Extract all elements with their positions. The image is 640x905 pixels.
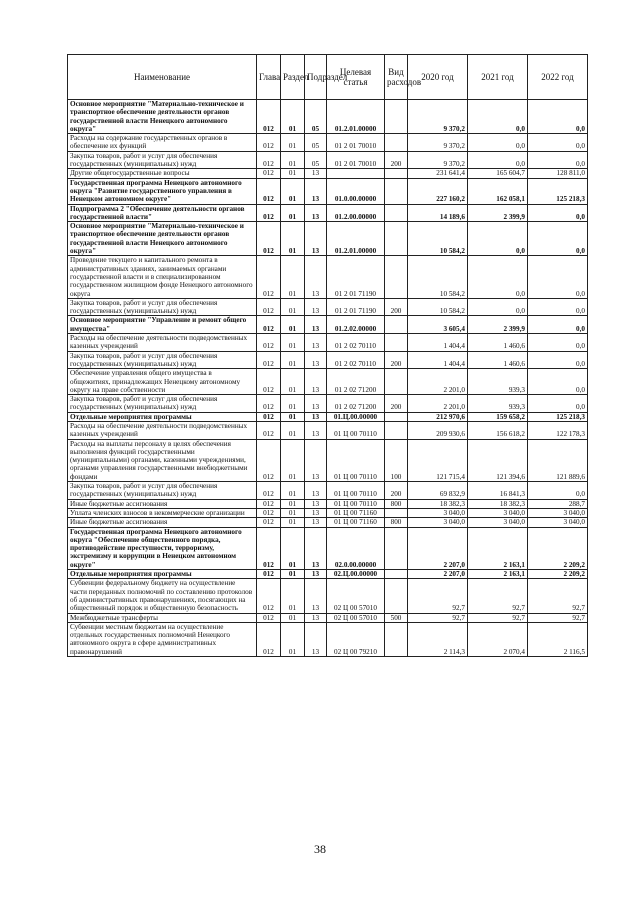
cell-statya: 01 Ц 00 70110 bbox=[327, 439, 385, 481]
cell-2022: 0,0 bbox=[528, 151, 588, 169]
cell-podrazdel: 05 bbox=[305, 100, 327, 134]
cell-2021: 165 604,7 bbox=[468, 169, 528, 178]
cell-vid bbox=[385, 421, 408, 439]
cell-statya: 01 Ц 00 71160 bbox=[327, 508, 385, 517]
cell-name: Иные бюджетные ассигнования bbox=[68, 518, 257, 527]
cell-podrazdel: 13 bbox=[305, 570, 327, 579]
cell-2021: 0,0 bbox=[468, 100, 528, 134]
table-header-row bbox=[68, 55, 588, 100]
cell-statya: 02.Ц.00.00000 bbox=[327, 570, 385, 579]
cell-razdel: 01 bbox=[281, 622, 305, 656]
cell-vid: 200 bbox=[385, 395, 408, 413]
cell-vid: 200 bbox=[385, 298, 408, 316]
cell-razdel: 01 bbox=[281, 222, 305, 256]
cell-razdel: 01 bbox=[281, 579, 305, 613]
cell-2021: 162 058,1 bbox=[468, 178, 528, 204]
cell-name: Закупка товаров, работ и услуг для обеспечения государственных (муниципальных) нужд bbox=[68, 395, 257, 413]
cell-vid bbox=[385, 579, 408, 613]
cell-2021: 18 382,3 bbox=[468, 499, 528, 508]
cell-2020: 2 201,0 bbox=[408, 369, 468, 395]
cell-2022: 122 178,3 bbox=[528, 421, 588, 439]
cell-2022: 0,0 bbox=[528, 351, 588, 369]
cell-name: Государственная программа Ненецкого автономного округа "Обеспечение общественного порядка, противодействие преступности, терроризму, экстремизму и коррупции в Ненецком автономном округе" bbox=[68, 527, 257, 569]
cell-razdel: 01 bbox=[281, 100, 305, 134]
cell-razdel: 01 bbox=[281, 395, 305, 413]
cell-podrazdel: 13 bbox=[305, 204, 327, 222]
cell-razdel: 01 bbox=[281, 369, 305, 395]
cell-2021: 2 399,9 bbox=[468, 204, 528, 222]
table-row bbox=[68, 298, 588, 316]
cell-vid bbox=[385, 508, 408, 517]
cell-statya: 01.Ц.00.00000 bbox=[327, 412, 385, 421]
cell-vid bbox=[385, 412, 408, 421]
table-row bbox=[68, 499, 588, 508]
cell-2020: 2 207,0 bbox=[408, 527, 468, 569]
cell-2022: 2 209,2 bbox=[528, 527, 588, 569]
cell-statya: 01 2 01 71190 bbox=[327, 256, 385, 298]
cell-name: Государственная программа Ненецкого автономного округа "Развитие государственного управления в Ненецком автономном округе" bbox=[68, 178, 257, 204]
cell-name: Субвенции местным бюджетам на осуществление отдельных государственных полномочий Ненецкого автономного округа в сфере административных правонарушений bbox=[68, 622, 257, 656]
table-row bbox=[68, 178, 588, 204]
cell-statya: 01 2 02 70110 bbox=[327, 351, 385, 369]
cell-2020: 10 584,2 bbox=[408, 222, 468, 256]
cell-podrazdel: 13 bbox=[305, 518, 327, 527]
cell-2020: 227 160,2 bbox=[408, 178, 468, 204]
cell-podrazdel: 13 bbox=[305, 439, 327, 481]
cell-glava: 012 bbox=[257, 351, 281, 369]
cell-glava: 012 bbox=[257, 169, 281, 178]
table-row bbox=[68, 100, 588, 134]
cell-statya: 01 Ц 00 70110 bbox=[327, 482, 385, 500]
cell-razdel: 01 bbox=[281, 421, 305, 439]
table-row bbox=[68, 613, 588, 622]
cell-2022: 288,7 bbox=[528, 499, 588, 508]
cell-name: Субвенции федеральному бюджету на осуществление части переданных полномочий по составлению протоколов об административных правонарушениях, посягающих на общественный порядок и общественную безопасность bbox=[68, 579, 257, 613]
cell-vid bbox=[385, 622, 408, 656]
cell-2022: 0,0 bbox=[528, 369, 588, 395]
cell-2020: 3 040,0 bbox=[408, 518, 468, 527]
cell-2021: 159 658,2 bbox=[468, 412, 528, 421]
cell-2021: 3 040,0 bbox=[468, 508, 528, 517]
header-glava: Глава bbox=[257, 55, 281, 100]
cell-glava: 012 bbox=[257, 100, 281, 134]
cell-2022: 0,0 bbox=[528, 298, 588, 316]
cell-2022: 3 040,0 bbox=[528, 518, 588, 527]
cell-razdel: 01 bbox=[281, 169, 305, 178]
cell-statya: 01 2 02 70110 bbox=[327, 334, 385, 352]
cell-vid: 200 bbox=[385, 151, 408, 169]
cell-statya: 02 Ц 00 57010 bbox=[327, 579, 385, 613]
cell-2022: 0,0 bbox=[528, 482, 588, 500]
cell-glava: 012 bbox=[257, 412, 281, 421]
cell-vid: 200 bbox=[385, 482, 408, 500]
header-2022: 2022 год bbox=[528, 55, 588, 100]
cell-vid bbox=[385, 100, 408, 134]
cell-name: Проведение текущего и капитального ремонта в административных зданиях, занимаемых органами государственной власти и в специализированном государственном жилищном фонде Ненецкого автономного округа bbox=[68, 256, 257, 298]
cell-name: Обеспечение управления общего имущества в общежитиях, принадлежащих Ненецкому автономному округу на праве собственности bbox=[68, 369, 257, 395]
table-row bbox=[68, 204, 588, 222]
cell-2020: 10 584,2 bbox=[408, 298, 468, 316]
cell-statya: 01.2.01.00000 bbox=[327, 222, 385, 256]
cell-vid bbox=[385, 570, 408, 579]
cell-podrazdel: 13 bbox=[305, 222, 327, 256]
cell-2022: 125 218,3 bbox=[528, 412, 588, 421]
cell-2021: 939,3 bbox=[468, 369, 528, 395]
cell-statya: 02.0.00.00000 bbox=[327, 527, 385, 569]
header-statya: Целевая статья bbox=[327, 55, 385, 100]
cell-vid: 500 bbox=[385, 613, 408, 622]
cell-vid: 100 bbox=[385, 439, 408, 481]
cell-2020: 121 715,4 bbox=[408, 439, 468, 481]
cell-2021: 92,7 bbox=[468, 579, 528, 613]
cell-glava: 012 bbox=[257, 204, 281, 222]
cell-2020: 3 605,4 bbox=[408, 316, 468, 334]
cell-2021: 0,0 bbox=[468, 222, 528, 256]
table-row bbox=[68, 508, 588, 517]
cell-glava: 012 bbox=[257, 570, 281, 579]
cell-2020: 92,7 bbox=[408, 613, 468, 622]
cell-2020: 9 370,2 bbox=[408, 100, 468, 134]
cell-podrazdel: 13 bbox=[305, 169, 327, 178]
table-row bbox=[68, 369, 588, 395]
cell-name: Отдельные мероприятия программы bbox=[68, 570, 257, 579]
cell-glava: 012 bbox=[257, 579, 281, 613]
cell-name: Другие общегосударственные вопросы bbox=[68, 169, 257, 178]
cell-name: Отдельные мероприятия программы bbox=[68, 412, 257, 421]
cell-2021: 0,0 bbox=[468, 256, 528, 298]
table-row bbox=[68, 518, 588, 527]
cell-statya: 01.2.02.00000 bbox=[327, 316, 385, 334]
cell-2022: 92,7 bbox=[528, 613, 588, 622]
table-row bbox=[68, 151, 588, 169]
cell-razdel: 01 bbox=[281, 527, 305, 569]
cell-vid bbox=[385, 316, 408, 334]
cell-name: Закупка товаров, работ и услуг для обеспечения государственных (муниципальных) нужд bbox=[68, 351, 257, 369]
cell-podrazdel: 13 bbox=[305, 178, 327, 204]
cell-name: Расходы на содержание государственных органов в обеспечение их функций bbox=[68, 134, 257, 152]
table-row bbox=[68, 622, 588, 656]
cell-name: Закупка товаров, работ и услуг для обеспечения государственных (муниципальных) нужд bbox=[68, 482, 257, 500]
cell-vid bbox=[385, 169, 408, 178]
cell-glava: 012 bbox=[257, 613, 281, 622]
cell-razdel: 01 bbox=[281, 256, 305, 298]
cell-name: Закупка товаров, работ и услуг для обеспечения государственных (муниципальных) нужд bbox=[68, 298, 257, 316]
cell-glava: 012 bbox=[257, 134, 281, 152]
cell-2022: 128 811,0 bbox=[528, 169, 588, 178]
cell-name: Расходы на обеспечение деятельности подведомственных казенных учреждений bbox=[68, 421, 257, 439]
cell-podrazdel: 13 bbox=[305, 527, 327, 569]
cell-2022: 0,0 bbox=[528, 395, 588, 413]
cell-name: Уплата членских взносов в некоммерческие организации bbox=[68, 508, 257, 517]
cell-podrazdel: 13 bbox=[305, 334, 327, 352]
cell-name: Подпрограмма 2 "Обеспечение деятельности органов государственной власти" bbox=[68, 204, 257, 222]
cell-glava: 012 bbox=[257, 151, 281, 169]
cell-2021: 2 070,4 bbox=[468, 622, 528, 656]
cell-razdel: 01 bbox=[281, 298, 305, 316]
cell-2021: 3 040,0 bbox=[468, 518, 528, 527]
cell-glava: 012 bbox=[257, 298, 281, 316]
cell-razdel: 01 bbox=[281, 178, 305, 204]
cell-name: Основное мероприятие "Управление и ремонт общего имущества" bbox=[68, 316, 257, 334]
cell-glava: 012 bbox=[257, 178, 281, 204]
cell-razdel: 01 bbox=[281, 499, 305, 508]
cell-razdel: 01 bbox=[281, 570, 305, 579]
cell-statya: 02 Ц 00 57010 bbox=[327, 613, 385, 622]
cell-2022: 0,0 bbox=[528, 334, 588, 352]
table-row bbox=[68, 579, 588, 613]
cell-2020: 2 201,0 bbox=[408, 395, 468, 413]
cell-podrazdel: 13 bbox=[305, 412, 327, 421]
cell-razdel: 01 bbox=[281, 316, 305, 334]
cell-name: Межбюджетные трансферты bbox=[68, 613, 257, 622]
cell-vid bbox=[385, 527, 408, 569]
cell-2022: 121 889,6 bbox=[528, 439, 588, 481]
cell-2021: 2 399,9 bbox=[468, 316, 528, 334]
cell-glava: 012 bbox=[257, 256, 281, 298]
header-2020: 2020 год bbox=[408, 55, 468, 100]
cell-glava: 012 bbox=[257, 622, 281, 656]
cell-2022: 2 116,5 bbox=[528, 622, 588, 656]
table-row bbox=[68, 570, 588, 579]
cell-statya: 01 2 01 71190 bbox=[327, 298, 385, 316]
cell-statya bbox=[327, 169, 385, 178]
cell-podrazdel: 13 bbox=[305, 508, 327, 517]
cell-name: Расходы на выплаты персоналу в целях обеспечения выполнения функций государственными (муниципальными) органами, казенными учреждениями, органами управления государственными внебюджетными фондами bbox=[68, 439, 257, 481]
cell-2022: 0,0 bbox=[528, 222, 588, 256]
cell-2022: 3 040,0 bbox=[528, 508, 588, 517]
cell-2021: 1 460,6 bbox=[468, 351, 528, 369]
cell-statya: 01 2 02 71200 bbox=[327, 369, 385, 395]
table-row bbox=[68, 412, 588, 421]
cell-podrazdel: 13 bbox=[305, 395, 327, 413]
cell-glava: 012 bbox=[257, 334, 281, 352]
cell-glava: 012 bbox=[257, 518, 281, 527]
cell-podrazdel: 13 bbox=[305, 369, 327, 395]
cell-statya: 01 Ц 00 70110 bbox=[327, 499, 385, 508]
cell-2021: 1 460,6 bbox=[468, 334, 528, 352]
cell-razdel: 01 bbox=[281, 204, 305, 222]
cell-vid bbox=[385, 204, 408, 222]
cell-vid bbox=[385, 134, 408, 152]
cell-name: Основное мероприятие "Материально-техническое и транспортное обеспечение деятельности органов государственной власти Ненецкого автономного округа" bbox=[68, 222, 257, 256]
cell-podrazdel: 13 bbox=[305, 613, 327, 622]
cell-razdel: 01 bbox=[281, 613, 305, 622]
cell-razdel: 01 bbox=[281, 518, 305, 527]
cell-podrazdel: 13 bbox=[305, 622, 327, 656]
cell-podrazdel: 05 bbox=[305, 134, 327, 152]
header-razdel: Раздел bbox=[281, 55, 305, 100]
cell-2022: 0,0 bbox=[528, 134, 588, 152]
cell-2020: 69 832,9 bbox=[408, 482, 468, 500]
table-row bbox=[68, 334, 588, 352]
cell-2022: 0,0 bbox=[528, 256, 588, 298]
cell-2020: 212 970,6 bbox=[408, 412, 468, 421]
table-body bbox=[68, 100, 588, 657]
header-podrazdel: Подраздел bbox=[305, 55, 327, 100]
cell-2021: 92,7 bbox=[468, 613, 528, 622]
cell-podrazdel: 13 bbox=[305, 421, 327, 439]
cell-2021: 939,3 bbox=[468, 395, 528, 413]
cell-2020: 9 370,2 bbox=[408, 134, 468, 152]
cell-vid: 800 bbox=[385, 499, 408, 508]
header-name: Наименование bbox=[68, 55, 257, 100]
cell-2021: 156 618,2 bbox=[468, 421, 528, 439]
table-row bbox=[68, 421, 588, 439]
cell-vid bbox=[385, 222, 408, 256]
cell-podrazdel: 13 bbox=[305, 256, 327, 298]
cell-razdel: 01 bbox=[281, 412, 305, 421]
cell-podrazdel: 13 bbox=[305, 499, 327, 508]
table-row bbox=[68, 134, 588, 152]
cell-statya: 01.2.00.00000 bbox=[327, 204, 385, 222]
cell-razdel: 01 bbox=[281, 334, 305, 352]
cell-2022: 0,0 bbox=[528, 100, 588, 134]
cell-vid: 800 bbox=[385, 518, 408, 527]
cell-glava: 012 bbox=[257, 482, 281, 500]
cell-2021: 2 163,1 bbox=[468, 570, 528, 579]
cell-glava: 012 bbox=[257, 499, 281, 508]
header-vid: Вид расходов bbox=[385, 55, 408, 100]
table-row bbox=[68, 482, 588, 500]
table-row bbox=[68, 316, 588, 334]
cell-2022: 0,0 bbox=[528, 204, 588, 222]
cell-2020: 3 040,0 bbox=[408, 508, 468, 517]
cell-2022: 0,0 bbox=[528, 316, 588, 334]
cell-2020: 231 641,4 bbox=[408, 169, 468, 178]
cell-vid: 200 bbox=[385, 351, 408, 369]
cell-glava: 012 bbox=[257, 395, 281, 413]
cell-razdel: 01 bbox=[281, 151, 305, 169]
cell-2020: 14 189,6 bbox=[408, 204, 468, 222]
cell-vid bbox=[385, 369, 408, 395]
cell-name: Расходы на обеспечение деятельности подведомственных казенных учреждений bbox=[68, 334, 257, 352]
cell-glava: 012 bbox=[257, 421, 281, 439]
budget-table bbox=[67, 54, 588, 657]
page-number: 38 bbox=[314, 842, 326, 856]
cell-podrazdel: 13 bbox=[305, 579, 327, 613]
cell-2020: 1 404,4 bbox=[408, 351, 468, 369]
cell-razdel: 01 bbox=[281, 439, 305, 481]
cell-name: Закупка товаров, работ и услуг для обеспечения государственных (муниципальных) нужд bbox=[68, 151, 257, 169]
table-row bbox=[68, 256, 588, 298]
cell-2020: 10 584,2 bbox=[408, 256, 468, 298]
table-row bbox=[68, 169, 588, 178]
cell-statya: 02 Ц 00 79210 bbox=[327, 622, 385, 656]
cell-podrazdel: 05 bbox=[305, 151, 327, 169]
cell-glava: 012 bbox=[257, 316, 281, 334]
cell-podrazdel: 13 bbox=[305, 482, 327, 500]
table-row bbox=[68, 222, 588, 256]
cell-2020: 92,7 bbox=[408, 579, 468, 613]
table-row bbox=[68, 351, 588, 369]
cell-podrazdel: 13 bbox=[305, 298, 327, 316]
cell-2020: 2 114,3 bbox=[408, 622, 468, 656]
cell-statya: 01 2 01 70010 bbox=[327, 134, 385, 152]
cell-razdel: 01 bbox=[281, 351, 305, 369]
cell-podrazdel: 13 bbox=[305, 316, 327, 334]
cell-glava: 012 bbox=[257, 369, 281, 395]
cell-glava: 012 bbox=[257, 527, 281, 569]
cell-2022: 92,7 bbox=[528, 579, 588, 613]
cell-2021: 121 394,6 bbox=[468, 439, 528, 481]
cell-2021: 0,0 bbox=[468, 151, 528, 169]
table-row bbox=[68, 439, 588, 481]
cell-name: Иные бюджетные ассигнования bbox=[68, 499, 257, 508]
cell-2021: 2 163,1 bbox=[468, 527, 528, 569]
cell-2022: 2 209,2 bbox=[528, 570, 588, 579]
cell-glava: 012 bbox=[257, 222, 281, 256]
cell-vid bbox=[385, 334, 408, 352]
cell-glava: 012 bbox=[257, 508, 281, 517]
cell-glava: 012 bbox=[257, 439, 281, 481]
cell-razdel: 01 bbox=[281, 508, 305, 517]
cell-name: Основное мероприятие "Материально-техническое и транспортное обеспечение деятельности органов государственной власти Ненецкого автономного округа" bbox=[68, 100, 257, 134]
cell-2021: 16 841,3 bbox=[468, 482, 528, 500]
cell-razdel: 01 bbox=[281, 482, 305, 500]
cell-2022: 125 218,3 bbox=[528, 178, 588, 204]
cell-2020: 18 382,3 bbox=[408, 499, 468, 508]
cell-statya: 01 2 02 71200 bbox=[327, 395, 385, 413]
table-row bbox=[68, 527, 588, 569]
cell-statya: 01.2.01.00000 bbox=[327, 100, 385, 134]
cell-razdel: 01 bbox=[281, 134, 305, 152]
cell-statya: 01 Ц 00 70110 bbox=[327, 421, 385, 439]
table-row bbox=[68, 395, 588, 413]
cell-podrazdel: 13 bbox=[305, 351, 327, 369]
header-2021: 2021 год bbox=[468, 55, 528, 100]
cell-statya: 01 Ц 00 71160 bbox=[327, 518, 385, 527]
cell-vid bbox=[385, 178, 408, 204]
cell-statya: 01.0.00.00000 bbox=[327, 178, 385, 204]
cell-statya: 01 2 01 70010 bbox=[327, 151, 385, 169]
cell-2020: 209 930,6 bbox=[408, 421, 468, 439]
cell-2021: 0,0 bbox=[468, 134, 528, 152]
cell-vid bbox=[385, 256, 408, 298]
cell-2020: 2 207,0 bbox=[408, 570, 468, 579]
cell-2020: 1 404,4 bbox=[408, 334, 468, 352]
cell-2021: 0,0 bbox=[468, 298, 528, 316]
cell-2020: 9 370,2 bbox=[408, 151, 468, 169]
